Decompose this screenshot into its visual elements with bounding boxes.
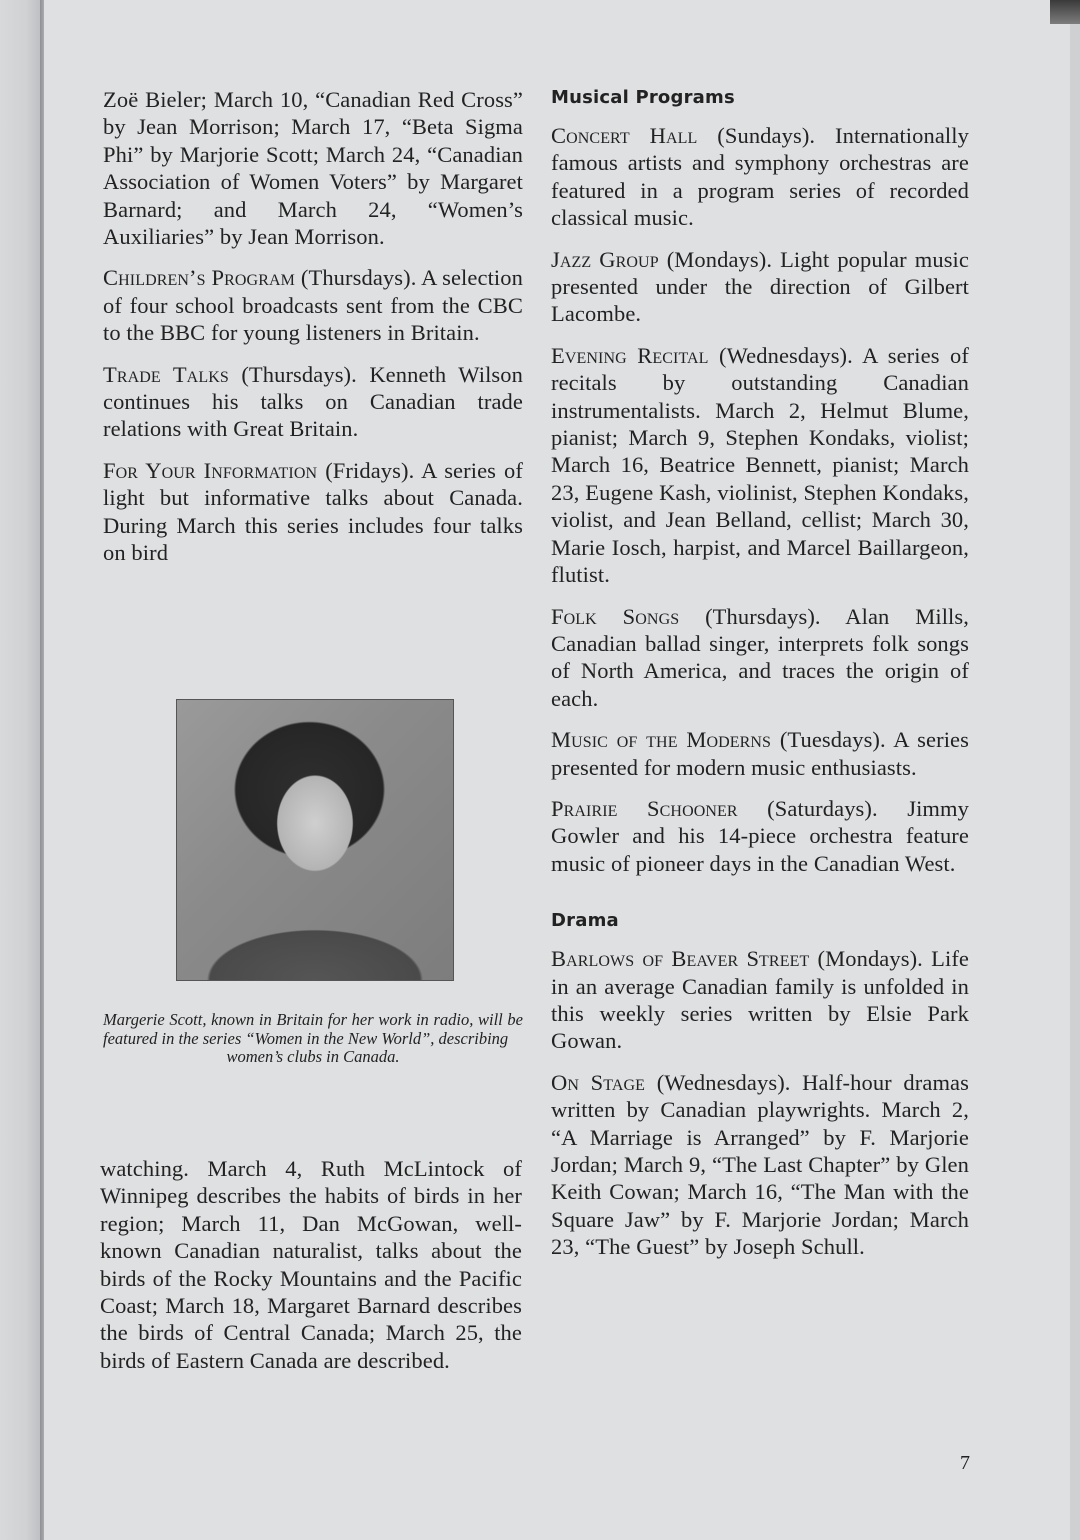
entry-text: (Tuesdays). A series presented for modern music enthusiasts.	[551, 727, 969, 780]
entry-music-of-the-moderns	[551, 726, 969, 781]
entry-title: Jazz Group	[551, 246, 659, 272]
entry-folk-songs	[551, 603, 969, 713]
entry-jazz-group	[551, 246, 969, 328]
left-column	[103, 86, 523, 581]
entry-evening-recital	[551, 342, 969, 589]
binding-strip	[0, 0, 44, 1540]
entry-text: (Saturdays). Jimmy Gowler and his 14-piece orchestra feature music of pioneer days in the Canadian West.	[551, 795, 969, 876]
entry-title: Concert Hall	[551, 123, 698, 148]
page-edge-shadow	[1050, 0, 1080, 24]
entry-text: (Fridays). A series of light but informative talks about Canada. During March this series includes four talks on bird	[103, 457, 523, 566]
entry-on-stage	[551, 1069, 969, 1261]
left-column-continuation	[100, 1155, 522, 1388]
entry-text: (Thursdays). A selection of four school broadcasts sent from the CBC to the BBC for young listeners in Britain.	[103, 265, 523, 346]
entry-text: (Sundays). Internationally famous artists and symphony orchestras are featured in a program series of recorded classical music.	[551, 123, 969, 231]
photo-caption	[103, 1011, 523, 1067]
caption-text: Margerie Scott, known in Britain for her work in radio, will be featured in the series “Women in the New World”, describing	[103, 1010, 523, 1048]
portrait-photo	[176, 699, 454, 981]
entry-title: Folk Songs	[551, 603, 680, 629]
entry-title: Children’s Program	[103, 265, 295, 291]
paragraph-bird-watching: watching. March 4, Ruth McLintock of Winnipeg describes the habits of birds in her region; March 11, Dan McGowan, well-known Canadian naturalist, talks about the birds of the Rocky Mountains and the Pacific Coast; March 18, Margaret Barnard describes the birds of Central Canada; March 25, the birds of Eastern Canada are described.	[100, 1156, 522, 1373]
entry-text: (Mondays). Light popular music presented under the direction of Gilbert Lacombe.	[551, 246, 969, 327]
entry-barlows-of-beaver-street	[551, 945, 969, 1055]
entry-title: Evening Recital	[551, 342, 709, 368]
right-column	[551, 86, 969, 1275]
page-number: 7	[960, 1452, 970, 1474]
entry-childrens-program	[103, 264, 523, 346]
entry-title: Prairie Schooner	[551, 795, 738, 821]
entry-title: For Your Information	[103, 457, 318, 483]
entry-for-your-information	[103, 457, 523, 567]
entry-text: (Wednesdays). Half-hour dramas written by Canadian playwrights. March 2, “A Marriage is Arranged” by F. Marjorie Jordan; March 9, “The Last Chapter” by Glen Keith Cowan; March 16, “The Man with the Square Jaw” by F. Marjorie Jordan; March 23, “The Guest” by Joseph Schull.	[551, 1069, 969, 1260]
entry-concert-hall	[551, 122, 969, 232]
section-heading-drama: Drama	[551, 910, 619, 932]
entry-text: (Wednesdays). A series of recitals by outstanding Canadian instrumentalists. March 2, Helmut Blume, pianist; March 9, Stephen Kondaks, violist; March 16, Beatrice Bennett, pianist; March 23, Eugene Kash, violinist, Stephen Kondaks, violist, and Jean Belland, cellist; March 30, Marie Iosch, harpist, and Marcel Baillargeon, flutist.	[551, 342, 969, 588]
caption-last-line: women’s clubs in Canada.	[226, 1047, 400, 1066]
entry-text: (Mondays). Life in an average Canadian family is unfolded in this weekly series written by Elsie Park Gowan.	[551, 946, 969, 1054]
entry-title: Music of the Moderns	[551, 727, 772, 753]
entry-text: (Thursdays). Kenneth Wilson continues his talks on Canadian trade relations with Great Britain.	[103, 361, 523, 442]
entry-title: On Stage	[551, 1069, 646, 1095]
entry-prairie-schooner	[551, 795, 969, 877]
section-heading-musical-programs: Musical Programs	[551, 87, 735, 108]
entry-trade-talks	[103, 361, 523, 443]
entry-title: Trade Talks	[103, 361, 229, 387]
entry-text: (Thursdays). Alan Mills, Canadian ballad singer, interprets folk songs of North America, and traces the origin of each.	[551, 603, 969, 711]
entry-title: Barlows of Beaver Street	[551, 946, 810, 972]
paragraph-continued: Zoë Bieler; March 10, “Canadian Red Cross” by Jean Morrison; March 17, “Beta Sigma Phi” by Marjorie Scott; March 24, “Canadian Association of Women Voters” by Margaret Barnard; and March 24, “Women’s Auxiliaries” by Jean Morrison.	[103, 87, 523, 250]
